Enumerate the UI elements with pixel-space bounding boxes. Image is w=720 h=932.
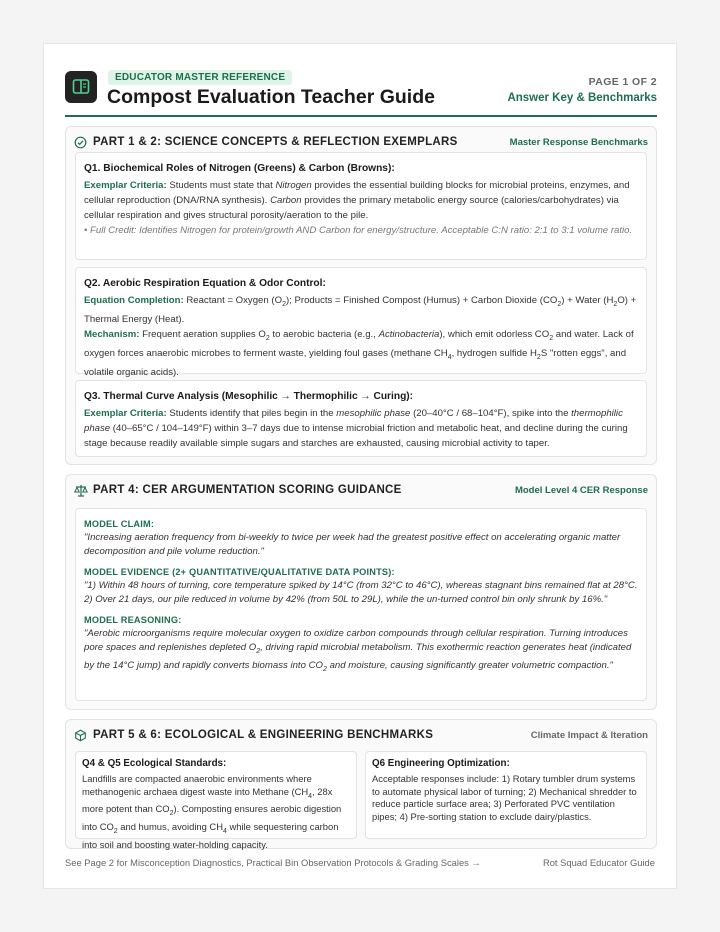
footer-next-page-link[interactable]: See Page 2 for Misconception Diagnostics, Practical Bin Observation Protocols & Grading Scales →	[65, 857, 481, 868]
exemplar-text: Exemplar Criteria: Students identify that piles begin in the mesophilic phase (20–40°C / 68–104°F), spike into the thermophilic phase (40–65°C / 104–149°F) within 3–7 days due to intense microbial friction and metabolic heat, and decline during the curing stage because readily available simple sugars and starches are exhausted, causing microbial activity to taper.	[84, 408, 628, 449]
section-tag: Climate Impact & Iteration	[530, 730, 648, 741]
page-subtitle: Answer Key & Benchmarks	[507, 92, 657, 104]
claim-label: MODEL CLAIM:	[84, 519, 155, 529]
header	[65, 70, 657, 117]
evidence-text: "1) Within 48 hours of turning, core temperature spiked by 14°C (from 32°C to 46°C), whereas stagnant bins remained flat at 28°C. 2) Over 21 days, our pile reduced in volume by 42% (from 50L to 29L), while the un-turned control bin only shrunk by 16%."	[84, 580, 638, 605]
mechanism-text: Mechanism: Frequent aeration supplies $O_2$ to aerobic bacteria (e.g., Actinobacteria), which emit odorless $CO_2$ and water. Lack of oxygen forces anaerobic microbes to ferment waste, yielding foul gases (methane $CH_4$, hydrogen sulfide $H_2S$ "rotten eggs", and volatile organic acids).	[84, 328, 634, 378]
reasoning-label: MODEL REASONING:	[84, 615, 182, 625]
question-card-q1	[75, 152, 647, 260]
page-title: Compost Evaluation Teacher Guide	[107, 86, 435, 108]
exemplar-text: Exemplar Criteria: Students must state that Nitrogen provides the essential building blocks for microbial proteins, enzymes, and cellular reproduction (DNA/RNA synthesis). Carbon provides the primary metabolic energy source (calories/carbohydrates) via cellular respiration and gives structural porosity/aeration to the pile.	[84, 180, 630, 221]
section-header	[66, 475, 656, 507]
evidence-label: MODEL EVIDENCE (2+ QUANTITATIVE/QUALITATIVE DATA POINTS):	[84, 567, 395, 577]
reasoning-text: "Aerobic microorganisms require molecular oxygen to oxidize carbon compounds through cellular respiration. Turning introduces pore spaces and replenishes depleted $O_2$, driving rapid microbial metabolism. This exothermic reaction generates heat (indicated by the 14°C jump) and rapidly converts biomass into $CO_2$ and moisture, causing significantly greater volumetric compaction."	[84, 628, 632, 673]
footer-guide-name: Rot Squad Educator Guide	[542, 857, 655, 868]
ecological-standards-box	[75, 751, 357, 850]
claim-text: "Increasing aeration frequency from bi-weekly to twice per week had the greatest positive effect on accelerating organic matter decomposition and pile volume reduction."	[84, 532, 621, 557]
globe-icon	[74, 729, 87, 742]
credit-note: • Full Credit: Identifies Nitrogen for protein/growth AND Carbon for energy/structure. Acceptable C:N ratio: 2:1 to 3:1 volume ratio.	[84, 225, 633, 236]
page-number: PAGE 1 OF 2	[588, 76, 657, 88]
section-tag: Master Response Benchmarks	[509, 137, 648, 148]
check-circle-icon	[74, 136, 87, 149]
scale-icon	[74, 484, 88, 497]
section-tag: Model Level 4 CER Response	[514, 485, 648, 496]
section-header	[66, 720, 656, 752]
question-title: Q3. Thermal Curve Analysis (Mesophilic → Thermophilic → Curing):	[84, 391, 414, 402]
box-text: Acceptable responses include: 1) Rotary tumbler drum systems to automate physical labor of turning; 2) Mechanical shredder to reduce particle surface area; 3) Perforated PVC ventilation pipes; 4) Pre-sorting station to exclude dairy/plastics.	[372, 772, 637, 823]
section-part-5-6	[65, 719, 657, 849]
equation-text: Equation Completion: Reactant = Oxygen $(O_2)$; Products = Finished Compost (Humus) + Carbon Dioxide $(CO_2)$ + Water $(H_2O)$ + Thermal Energy (Heat).	[84, 295, 637, 325]
section-title: PART 4: CER ARGUMENTATION SCORING GUIDANCE	[93, 484, 402, 496]
book-logo-icon	[65, 71, 97, 103]
question-card-q2	[75, 267, 647, 378]
page	[43, 43, 677, 889]
box-title: Q6 Engineering Optimization:	[372, 758, 510, 769]
section-part-4	[65, 474, 657, 710]
reference-badge: EDUCATOR MASTER REFERENCE	[108, 70, 292, 85]
question-card-q3	[75, 380, 647, 457]
section-title: PART 5 & 6: ECOLOGICAL & ENGINEERING BENCHMARKS	[93, 729, 434, 741]
box-text: Landfills are compacted anaerobic environments where methanogenic archaea digest waste into Methane ($CH_4$, 28x more potent than $CO_2$). Composting ensures aerobic digestion into $CO_2$ and humus, avoiding $CH_4$ while sequestering carbon into soil and boosting water-holding capacity.	[82, 772, 342, 850]
engineering-optimization-box	[365, 751, 647, 839]
section-title: PART 1 & 2: SCIENCE CONCEPTS & REFLECTION EXEMPLARS	[93, 136, 458, 148]
cer-model-card	[75, 508, 647, 701]
section-part-1-2	[65, 126, 657, 465]
question-title: Q2. Aerobic Respiration Equation & Odor Control:	[84, 278, 326, 289]
question-title: Q1. Biochemical Roles of Nitrogen (Greens) & Carbon (Browns):	[84, 163, 395, 174]
box-title: Q4 & Q5 Ecological Standards:	[82, 758, 227, 769]
